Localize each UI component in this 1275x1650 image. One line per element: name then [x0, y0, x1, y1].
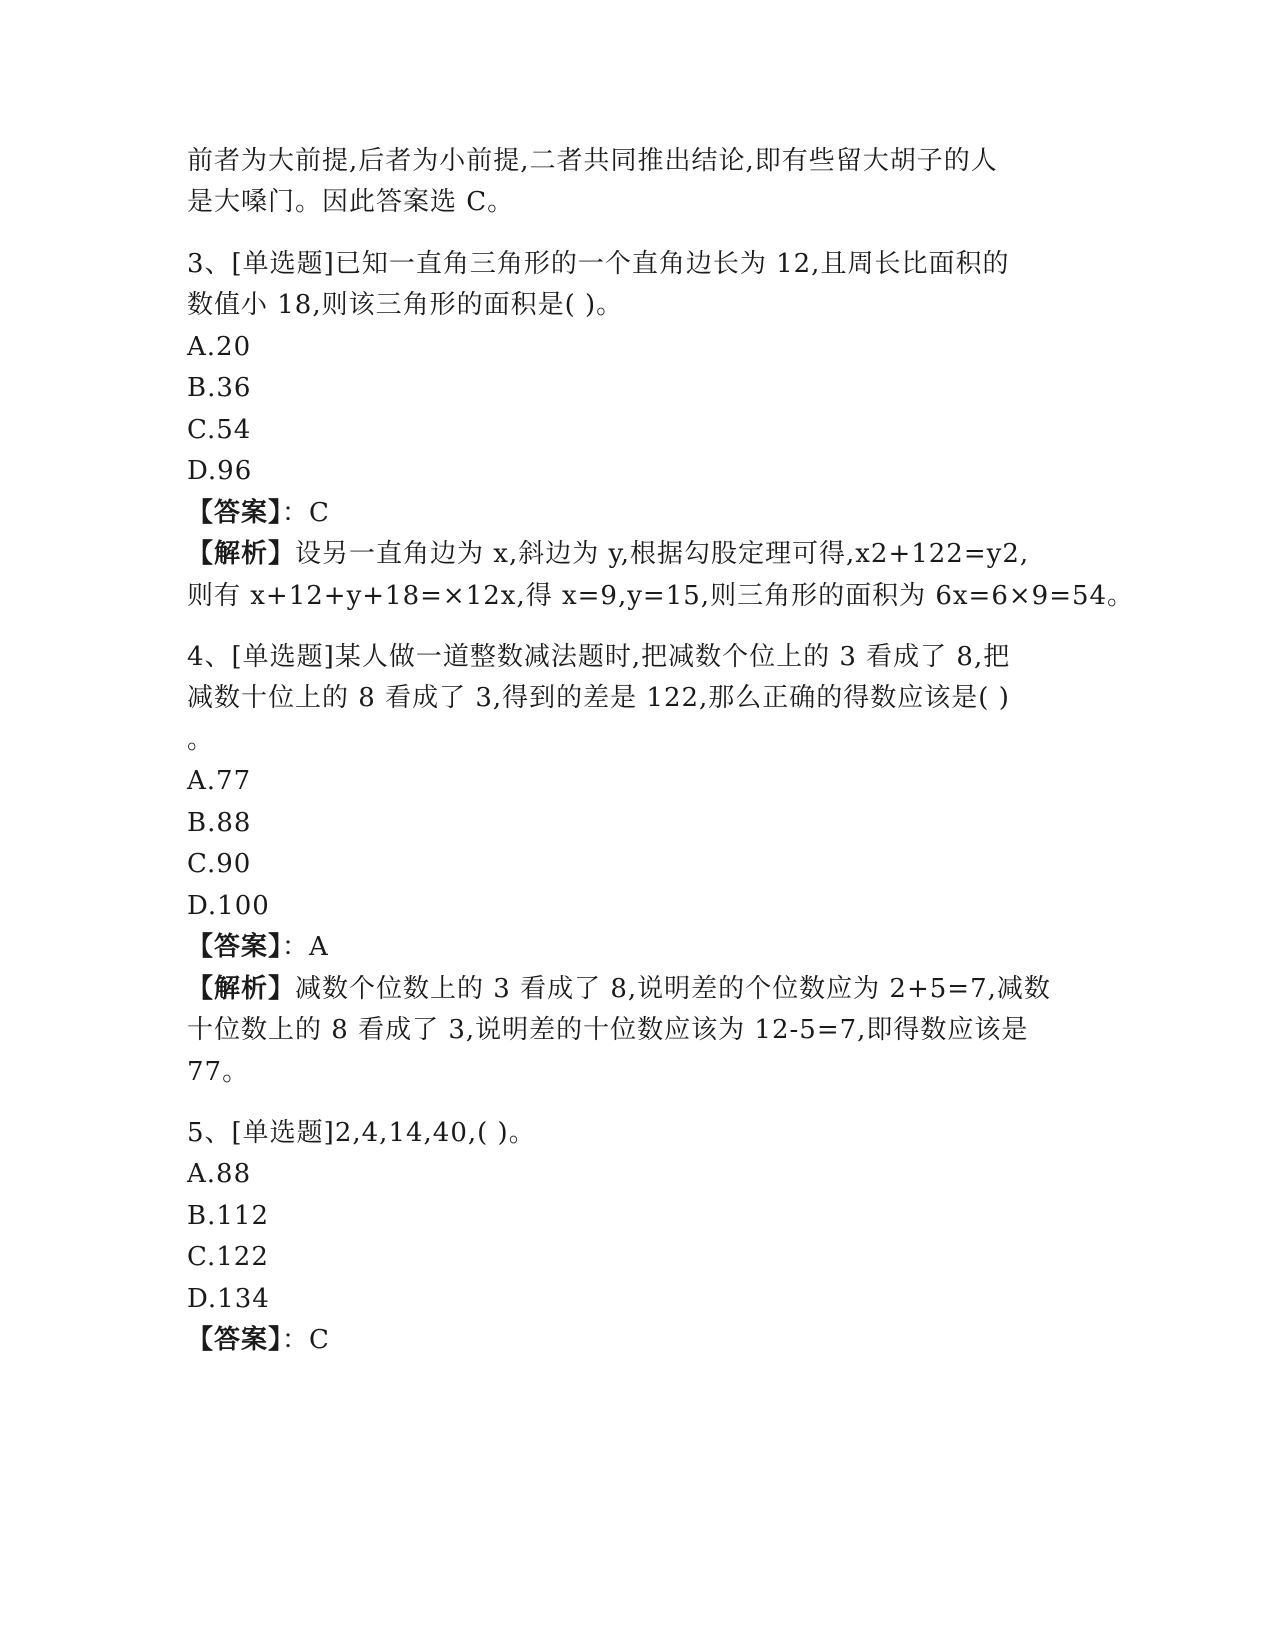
q5-option-a: A.88 — [187, 1159, 252, 1189]
q5-stem-line-1: 5、[单选题]2,4,14,40,( )。 — [187, 1118, 536, 1148]
q3-option-a: A.20 — [187, 332, 252, 362]
q5-answer-label: 【答案】 — [187, 1325, 283, 1355]
q4-stem-line-3: 。 — [187, 725, 215, 755]
q4-answer — [187, 931, 329, 963]
q4-analysis-text-1: 减数个位数上的 3 看成了 8,说明差的个位数应为 2+5=7,减数 — [295, 974, 1051, 1004]
q4-stem-line-1: 4、[单选题]某人做一道整数减法题时,把减数个位上的 3 看成了 8,把 — [187, 642, 1011, 672]
q4-option-b: B.88 — [187, 808, 252, 838]
q4-answer-label: 【答案】 — [187, 932, 283, 962]
q5-option-c: C.122 — [187, 1242, 269, 1272]
q4-analysis-line-3: 77。 — [187, 1057, 250, 1087]
prev-analysis-line-2: 是大嗓门。因此答案选 C。 — [187, 187, 515, 217]
q3-stem-line-2: 数值小 18,则该三角形的面积是( )。 — [187, 290, 624, 320]
q3-answer-label: 【答案】 — [187, 498, 283, 528]
q5-answer-value: ：C — [282, 1325, 330, 1355]
q3-answer-value: ：C — [282, 498, 330, 528]
q3-option-c: C.54 — [187, 415, 252, 445]
q3-answer — [187, 497, 330, 529]
q3-analysis-label: 【解析】 — [187, 539, 296, 569]
q4-analysis-line-2: 十位数上的 8 看成了 3,说明差的十位数应该为 12-5=7,即得数应该是 — [187, 1015, 1029, 1045]
q4-option-c: C.90 — [187, 849, 252, 879]
q3-stem-line-1: 3、[单选题]已知一直角三角形的一个直角边长为 12,且周长比面积的 — [187, 249, 1010, 279]
q3-option-b: B.36 — [187, 373, 252, 403]
q4-analysis-line-1 — [187, 973, 1051, 1005]
q5-answer — [187, 1324, 330, 1356]
q4-option-d: D.100 — [187, 891, 270, 921]
q4-option-a: A.77 — [187, 766, 252, 796]
q3-analysis-line-1 — [187, 538, 1029, 570]
q5-option-b: B.112 — [187, 1201, 269, 1231]
q3-analysis-text-1: 设另一直角边为 x,斜边为 y,根据勾股定理可得,x2+122=y2, — [295, 539, 1030, 569]
q4-answer-value: ：A — [282, 932, 329, 962]
q4-analysis-label: 【解析】 — [187, 974, 296, 1004]
q4-stem-line-2: 减数十位上的 8 看成了 3,得到的差是 122,那么正确的得数应该是( ) — [187, 683, 1010, 713]
prev-analysis-line-1: 前者为大前提,后者为小前提,二者共同推出结论,即有些留大胡子的人 — [187, 146, 998, 176]
q3-analysis-line-2: 则有 x+12+y+18=×12x,得 x=9,y=15,则三角形的面积为 6x=6×9=54。 — [187, 581, 1135, 611]
q5-option-d: D.134 — [187, 1284, 270, 1314]
q3-option-d: D.96 — [187, 456, 253, 486]
